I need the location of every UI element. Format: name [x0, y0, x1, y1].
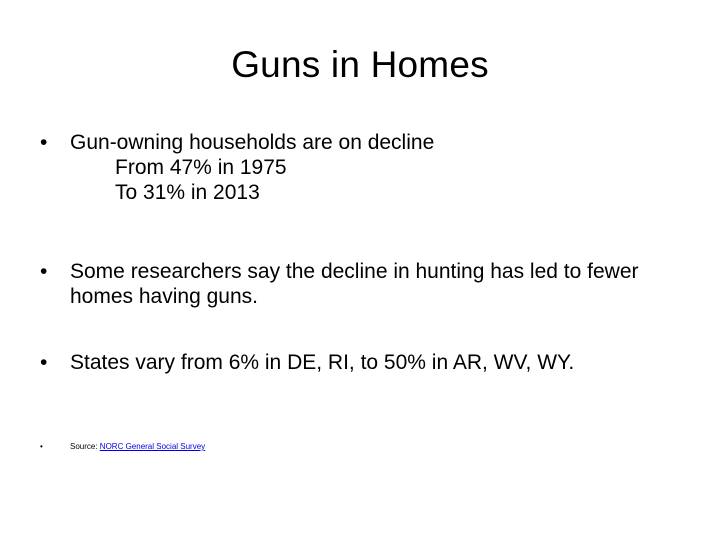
sub-line: From 47% in 1975	[115, 156, 287, 179]
sub-line: To 31% in 2013	[115, 181, 260, 204]
source-text	[70, 442, 690, 452]
bullet-item	[40, 259, 690, 309]
slide-title: Guns in Homes	[231, 44, 489, 85]
source-item	[40, 442, 690, 452]
bullet-item	[40, 350, 690, 375]
source-prefix: Source:	[70, 442, 100, 451]
bullet-item	[40, 130, 690, 205]
bullet-text	[70, 130, 690, 205]
bullet-text: States vary from 6% in DE, RI, to 50% in AR, WV, WY.	[70, 351, 575, 374]
bullet-text: Some researchers say the decline in hunting has led to fewer homes having guns.	[70, 260, 639, 308]
bullet-main-text: Gun-owning households are on decline	[70, 131, 435, 154]
source-link[interactable]: NORC General Social Survey	[99, 442, 206, 451]
bullet-icon: •	[40, 351, 48, 374]
bullet-icon: •	[40, 260, 48, 283]
bullet-icon: •	[40, 131, 48, 154]
bullet-icon: •	[40, 442, 43, 451]
